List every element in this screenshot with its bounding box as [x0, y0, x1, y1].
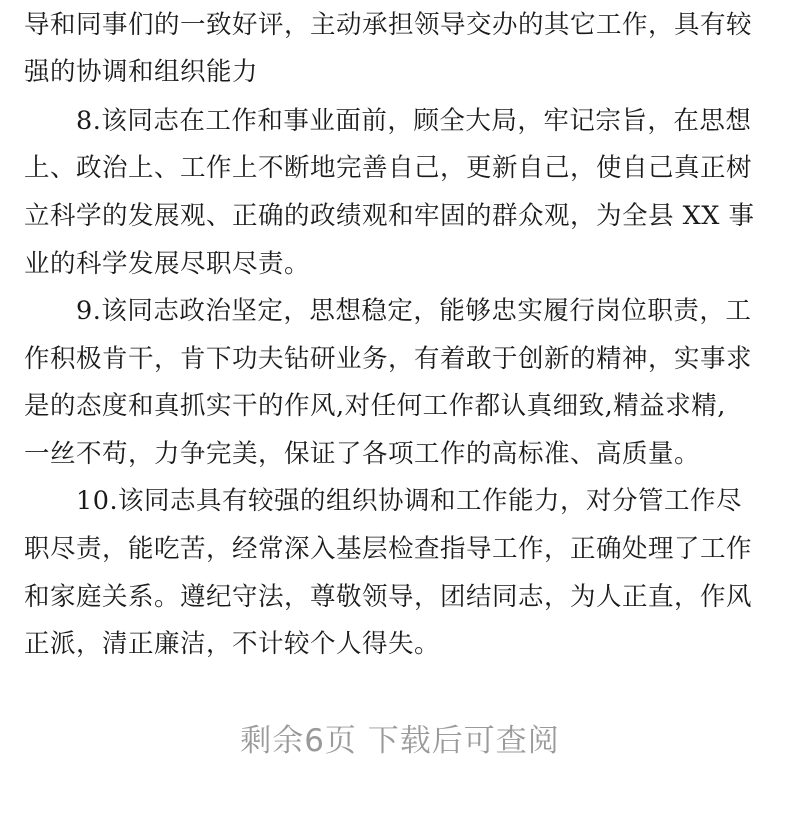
text-line: 立科学的发展观、正确的政绩观和牢固的群众观，为全县 XX 事: [24, 201, 755, 231]
text-line: 一丝不苟，力争完美，保证了各项工作的高标准、高质量。: [24, 439, 701, 469]
text-line: 上、政治上、工作上不断地完善自己，更新自己，使自己真正树: [24, 153, 753, 183]
remaining-pages-notice[interactable]: 剩余6页 下载后可查阅: [240, 723, 560, 759]
text-line: 强的协调和组织能力: [24, 57, 259, 87]
text-line: 导和同事们的一致好评，主动承担领导交办的其它工作，具有较: [24, 10, 753, 40]
paragraph-10-start: 10.该同志具有较强的组织协调和工作能力，对分管工作尽: [76, 486, 743, 516]
text-line: 业的科学发展尽职尽责。: [24, 249, 311, 279]
text-line: 和家庭关系。遵纪守法，尊敬领导，团结同志，为人正直，作风: [24, 582, 753, 612]
paragraph-9-start: 9.该同志政治坚定，思想稳定，能够忠实履行岗位职责，工: [76, 296, 752, 326]
text-line: 正派，清正廉洁，不计较个人得失。: [24, 629, 441, 659]
paragraph-8-start: 8.该同志在工作和事业面前，顾全大局，牢记宗旨，在思想: [76, 106, 752, 136]
text-line: 职尽责，能吃苦，经常深入基层检查指导工作，正确处理了工作: [24, 534, 753, 564]
text-line: 作积极肯干，肯下功夫钻研业务，有着敢于创新的精神，实事求: [24, 344, 753, 374]
text-line: 是的态度和真抓实干的作风,对任何工作都认真细致,精益求精,: [24, 391, 726, 421]
